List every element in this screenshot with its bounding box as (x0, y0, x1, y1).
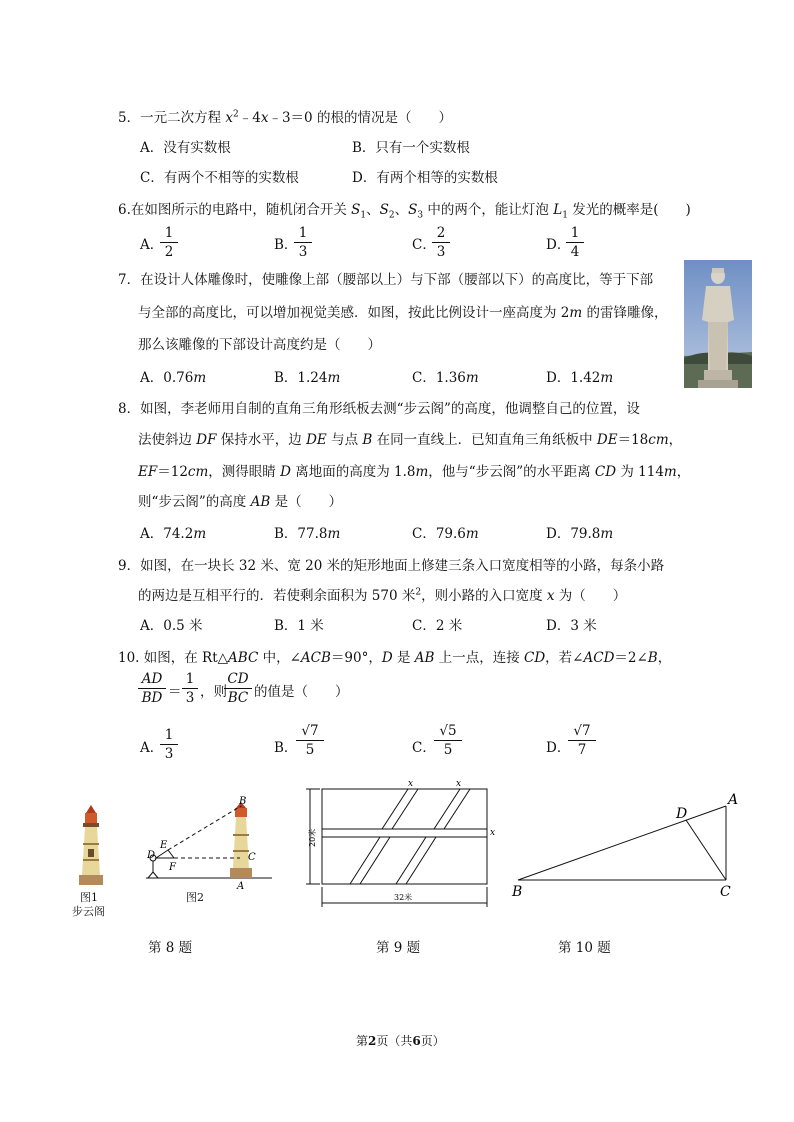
figure-2-measurement (140, 792, 275, 902)
fig9-label-x-top1: x (408, 779, 414, 789)
fig9-label-length: 32米 (394, 893, 413, 902)
fig1-subcaption: 步云阁 (72, 905, 105, 918)
tower-figure-1 (76, 805, 106, 887)
q9-option-b: B．1 米 (274, 618, 324, 634)
q7-option-a: A．0.76m (140, 370, 207, 386)
fig10-label-a: A (728, 792, 739, 808)
fig2-label-d: D (147, 850, 156, 861)
q7-line2: 与全部的高度比，可以增加视觉美感．如图，按此比例设计一座高度为 2m 的雷锋雕像， (138, 305, 668, 321)
q5-option-b: B．只有一个实数根 (352, 140, 470, 156)
fig9-label-x-right: x (490, 828, 496, 838)
q10-fraction-ad-bd: $\frac{AD}{BD}$ (138, 670, 166, 707)
q10-option-c-fraction: $\frac{√5}{5}$ (434, 722, 462, 759)
q8-line2: 法使斜边 DF 保持水平，边 DE 与点 B 在同一直线上．已知直角三角纸板中 DE＝18cm， (138, 432, 683, 448)
q10-fraction-one-third: $\frac{1}{3}$ (182, 670, 198, 707)
fig2-label-c: C (248, 852, 256, 863)
q6-option-b-fraction: $\frac{1}{3}$ (294, 224, 312, 261)
q10-option-d-fraction: $\frac{√7}{7}$ (568, 722, 596, 759)
caption-q10: 第 10 题 (558, 940, 611, 956)
q6-option-d-fraction: $\frac{1}{4}$ (566, 224, 584, 261)
q6-option-c-label: C． (412, 237, 436, 253)
q10-option-d-label: D． (546, 740, 571, 756)
fig2-caption: 图2 (186, 891, 204, 904)
statue-photo (684, 260, 752, 388)
fig1-caption: 图1 (80, 891, 98, 904)
q5-option-c: C．有两个不相等的实数根 (140, 170, 299, 186)
figure-10-triangle (508, 788, 748, 900)
fig9-label-width: 20米 (308, 828, 317, 847)
q8-option-a: A．74.2m (140, 526, 207, 542)
q7-line1: 7．在设计人体雕像时，使雕像上部（腰部以上）与下部（腰部以下）的高度比，等于下部 (118, 272, 654, 288)
q8-line3: EF＝12cm，测得眼睛 D 离地面的高度为 1.8m，他与“步云阁”的水平距离 CD 为 114m， (138, 464, 691, 480)
fig10-label-c: C (720, 884, 731, 900)
q8-line4: 则“步云阁”的高度 AB 是（ ） (138, 494, 343, 510)
q6-option-a-label: A． (140, 237, 164, 253)
q9-option-c: C．2 米 (412, 618, 463, 634)
q10-option-b-fraction: $\frac{√7}{5}$ (296, 722, 324, 759)
q10-then: ，则 (200, 684, 227, 700)
fig2-label-b: B (239, 796, 247, 807)
q7-option-c: C．1.36m (412, 370, 479, 386)
q7-option-b: B．1.24m (274, 370, 341, 386)
q10-option-c-label: C． (412, 740, 436, 756)
q10-option-a-label: A． (140, 740, 164, 756)
q6-option-d-label: D． (546, 237, 571, 253)
q9-line1: 9．如图，在一块长 32 米、宽 20 米的矩形地面上修建三条入口宽度相等的小路，每条小路 (118, 558, 665, 574)
q5-option-a: A．没有实数根 (140, 140, 231, 156)
q7-line3: 那么该雕像的下部设计高度约是（ ） (138, 337, 381, 353)
q5-option-d: D．有两个相等的实数根 (352, 170, 498, 186)
q9-option-a: A．0.5 米 (140, 618, 203, 634)
fig10-label-d: D (676, 806, 688, 822)
q9-line2: 的两边是互相平行的．若使剩余面积为 570 米$^2$，则小路的入口宽度 x 为（ ） (138, 587, 627, 604)
caption-q8: 第 8 题 (148, 940, 193, 956)
q10-equals: ＝ (168, 684, 182, 700)
page-footer: 第2页（共6页） (356, 1034, 445, 1048)
q5-stem: 5．一元二次方程 $x^2﹣4x﹣3=0$ 的根的情况是（ ） (118, 109, 452, 126)
fig10-label-b: B (512, 884, 523, 900)
q10-tail: 的值是（ ） (254, 684, 349, 700)
q7-option-d: D．1.42m (546, 370, 614, 386)
q6-stem: 6.在如图所示的电路中，随机闭合开关 $S_1$、$S_2$、$S_3$ 中的两个，能让灯泡 $L_1$ 发光的概率是( ) (118, 202, 691, 221)
caption-q9: 第 9 题 (376, 940, 421, 956)
q6-option-c-fraction: $\frac{2}{3}$ (432, 224, 450, 261)
q8-option-c: C．79.6m (412, 526, 479, 542)
q10-line1: 10. 如图，在 Rt△ABC 中，∠ACB＝90°，D 是 AB 上一点，连接 CD，若∠ACD＝2∠B， (118, 650, 672, 666)
q10-option-b-label: B． (274, 740, 298, 756)
q10-fraction-cd-bc: $\frac{CD}{BC}$ (224, 670, 252, 707)
figure-9-rectangle-paths (296, 777, 501, 912)
q10-option-a-fraction: $\frac{1}{3}$ (160, 726, 178, 763)
q9-option-d: D．3 米 (546, 618, 597, 634)
fig2-label-a: A (237, 881, 245, 892)
q6-option-b-label: B． (274, 237, 298, 253)
q8-option-d: D．79.8m (546, 526, 614, 542)
q6-option-a-fraction: $\frac{1}{2}$ (160, 224, 178, 261)
fig2-label-e: E (160, 840, 168, 851)
q8-option-b: B．77.8m (274, 526, 341, 542)
fig2-label-f: F (169, 862, 176, 873)
fig9-label-x-top2: x (456, 779, 462, 789)
q8-line1: 8．如图，李老师用自制的直角三角形纸板去测“步云阁”的高度，他调整自己的位置，设 (118, 401, 640, 417)
